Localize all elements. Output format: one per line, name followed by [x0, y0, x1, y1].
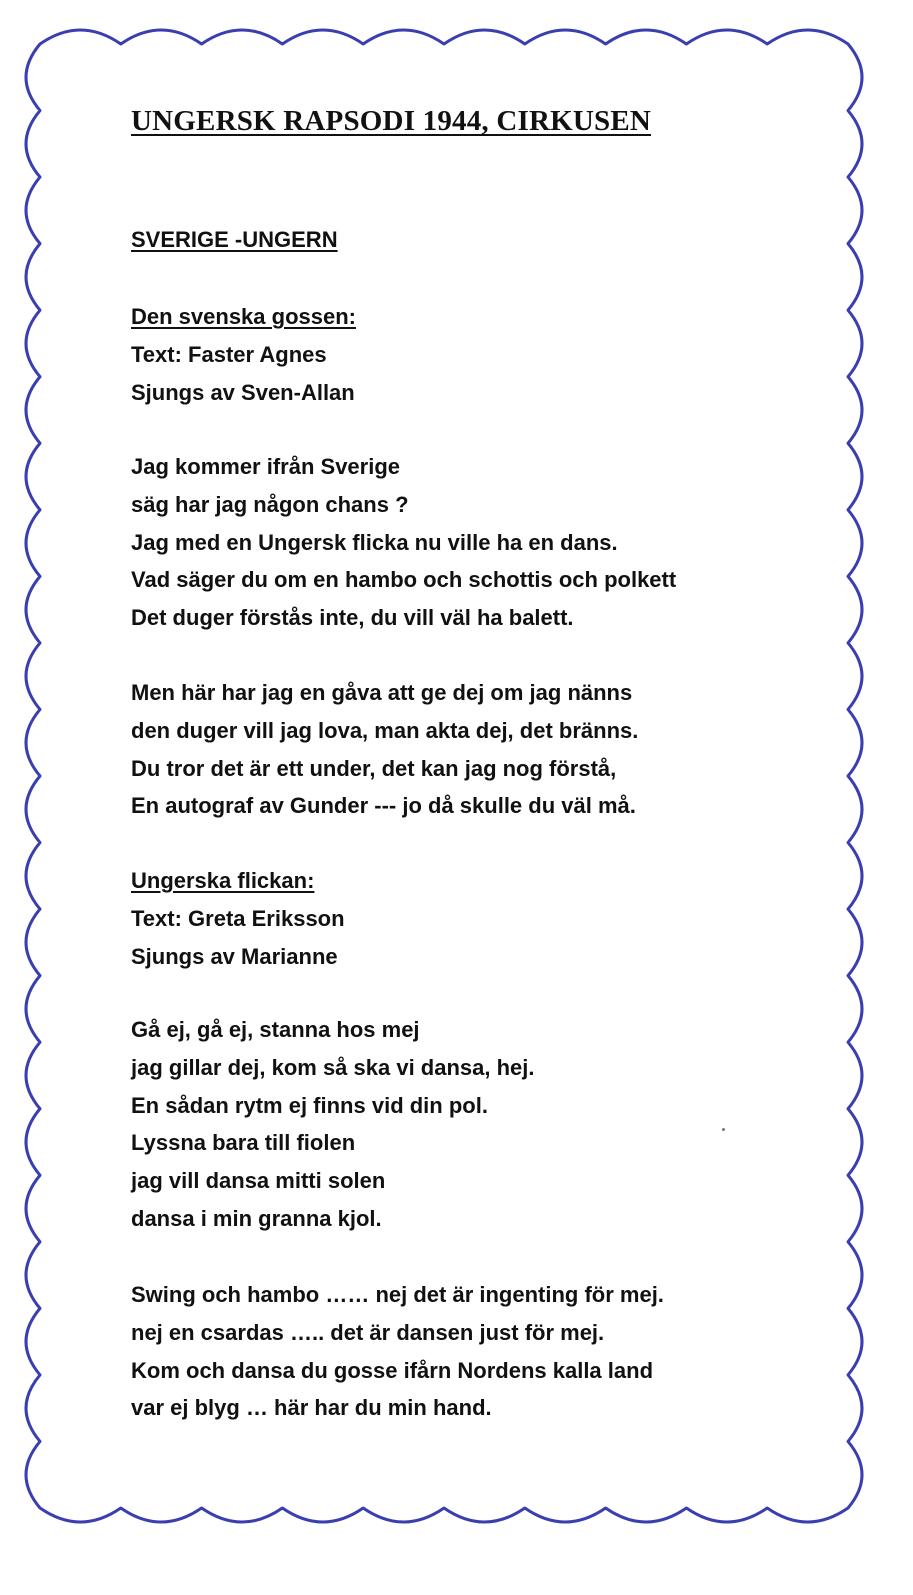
verse-line: nej en csardas ….. det är dansen just för mej.: [131, 1319, 605, 1345]
verse-line: Jag med en Ungersk flicka nu ville ha en dans.: [131, 529, 618, 555]
part2-sung-by: Sjungs av Marianne: [131, 943, 338, 969]
verse-line: jag gillar dej, kom så ska vi dansa, hej.: [131, 1054, 535, 1080]
part1-text-by: Text: Faster Agnes: [131, 341, 327, 367]
verse-line: jag vill dansa mitti solen: [131, 1168, 386, 1194]
verse-line: Gå ej, gå ej, stanna hos mej: [131, 1017, 420, 1042]
part2-verse1: [131, 1011, 535, 1238]
part1-heading: Den svenska gossen:: [131, 304, 356, 329]
verse-line: Kom och dansa du gosse ifårn Nordens kalla land: [131, 1357, 654, 1383]
verse-line: En autograf av Gunder --- jo då skulle du väl må.: [131, 793, 636, 819]
part2-credits: [131, 862, 345, 975]
paper-speck: [722, 1128, 725, 1131]
verse-line: Men här har jag en gåva att ge dej om jag nänns: [131, 680, 633, 705]
part2-text-by: Text: Greta Eriksson: [131, 905, 345, 931]
verse-line: Swing och hambo …… nej det är ingenting för mej.: [131, 1282, 664, 1307]
verse-line: var ej blyg … här har du min hand.: [131, 1395, 492, 1421]
verse-line: den duger vill jag lova, man akta dej, det bränns.: [131, 717, 639, 743]
document-body: [131, 98, 831, 1421]
verse-line: Du tror det är ett under, det kan jag nog förstå,: [131, 755, 617, 781]
verse-line: Vad säger du om en hambo och schottis och polkett: [131, 567, 677, 593]
part1-verse2: [131, 674, 638, 825]
part2-verse2: [131, 1276, 664, 1427]
part1-sung-by: Sjungs av Sven-Allan: [131, 379, 355, 405]
part1-verse1: [131, 448, 676, 637]
verse-line: Det duger förstås inte, du vill väl ha balett.: [131, 605, 574, 631]
verse-line: dansa i min granna kjol.: [131, 1205, 382, 1231]
part1-credits: [131, 298, 356, 411]
page-title: UNGERSK RAPSODI 1944, CIRKUSEN: [131, 105, 652, 137]
verse-line: Jag kommer ifrån Sverige: [131, 454, 401, 479]
verse-line: Lyssna bara till fiolen: [131, 1130, 356, 1156]
section-subtitle: SVERIGE -UNGERN: [131, 227, 338, 252]
verse-line: En sådan rytm ej finns vid din pol.: [131, 1092, 488, 1118]
part2-heading: Ungerska flickan:: [131, 868, 315, 893]
verse-line: säg har jag någon chans ?: [131, 491, 409, 517]
